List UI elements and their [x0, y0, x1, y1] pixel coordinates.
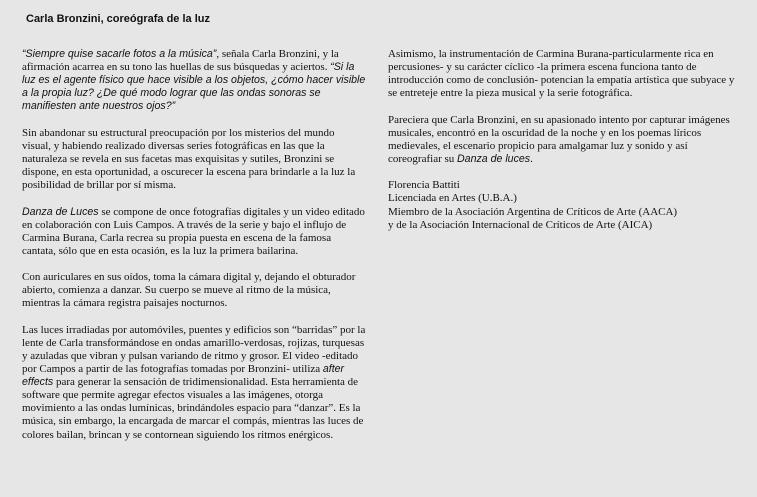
signature-block: [388, 179, 738, 231]
danza-text: se compone de once fotografías digitales y un video editado en colaboración con Luis Campos. A través de la serie y bajo el influjo de Carmina Burana, Carla recrea su propia puesta en escena de la famosa cantata, sólo que en esta ocasión, es la luz la primera bailarina.: [22, 205, 365, 257]
paragraph-intro: [22, 48, 366, 113]
author-credential: Licenciada en Artes (U.B.A.): [388, 192, 517, 205]
paragraph-lights: [22, 324, 366, 442]
author-membership-aaca: Miembro de la Asociación Argentina de Críticos de Arte (AACA): [388, 205, 678, 218]
document-title: Carla Bronzini, coreógrafa de la luz: [26, 13, 210, 25]
quote-music: “Siempre quise sacarle fotos a la música”: [22, 48, 217, 60]
intro-text: , señala Carla Bronzini, y la afirmación acarrea en su tono las huellas de sus búsquedas y aciertos.: [22, 48, 339, 74]
quote-light: “Si la luz es el agente físico que hace visible a los objetos, ¿cómo hacer visible a la propia luz? ¿De qué modo lograr que las ondas sonoras se manifiesten ante nuestros ojos?”: [22, 61, 366, 113]
paragraph-danza: [22, 206, 366, 258]
right-column: [388, 48, 738, 232]
author-name: Florencia Battiti: [388, 179, 460, 192]
paragraph-conclusion: [388, 114, 738, 166]
conclusion-text: Pareciera que Carla Bronzini, en su apasionado intento por capturar imágenes musicales, encontró en la oscuridad de la noche y en los poemas líricos medievales, el escenario propicio para amalgamar luz y sonido y así coreografiar su: [388, 113, 730, 165]
lights-text-b: para generar la sensación de tridimensionalidad. Esta herramienta de software que permite agregar efectos visuales a las imágenes, otorga movimiento a las ondas lumínicas, brindándoles espacio para “danzar”. Es la música, sin embargo, la encargada de marcar el compás, mientras las luces de colores bailan, brincan y se contornean siguiendo los ritmos enérgicos.: [22, 376, 364, 441]
software-term: after effects: [22, 363, 345, 389]
paragraph-camera: Con auriculares en sus oídos, toma la cámara digital y, dejando el obturador abierto, comienza a danzar. Su cuerpo se mueve al ritmo de la música, mientras la cámara registra paisajes nocturnos.: [22, 271, 356, 310]
work-title: Danza de Luces: [22, 205, 99, 218]
paragraph-carmina: Asimismo, la instrumentación de Carmina Burana-particularmente rica en percusiones- y su carácter cíclico -la primera escena funciona tanto de introducción como de conclusión- potencian la empatía artística que subyace y se entreteje entre la pieza musical y la serie fotográfica.: [388, 48, 735, 100]
author-membership-aica: y de la Asociación Internacional de Críticos de Arte (AICA): [388, 218, 653, 231]
lights-text-a: Las luces irradiadas por automóviles, puentes y edificios son “barridas” por la lente de Carla transformándose en ondas amarillo-verdosas, rojizas, turquesas y azuladas que vibran y pulsan variando de ritmo y grosor. El video -editado por Campos a partir de las fotografías tomadas por Bronzini- utiliza: [22, 323, 366, 376]
conclusion-end: .: [530, 152, 533, 165]
left-column: [22, 48, 366, 455]
work-title-closing: Danza de luces: [457, 152, 531, 165]
paragraph-visual-world: Sin abandonar su estructural preocupación por los misterios del mundo visual, y habiendo realizado diversas series fotográficas en las que la naturaleza se revela en sus facetas mas exquisitas y sutiles, Bronzini se dispone, en esta oportunidad, a oscurecer la escena para brindarle a la luz la posibilidad de brillar por sí misma.: [22, 126, 356, 192]
